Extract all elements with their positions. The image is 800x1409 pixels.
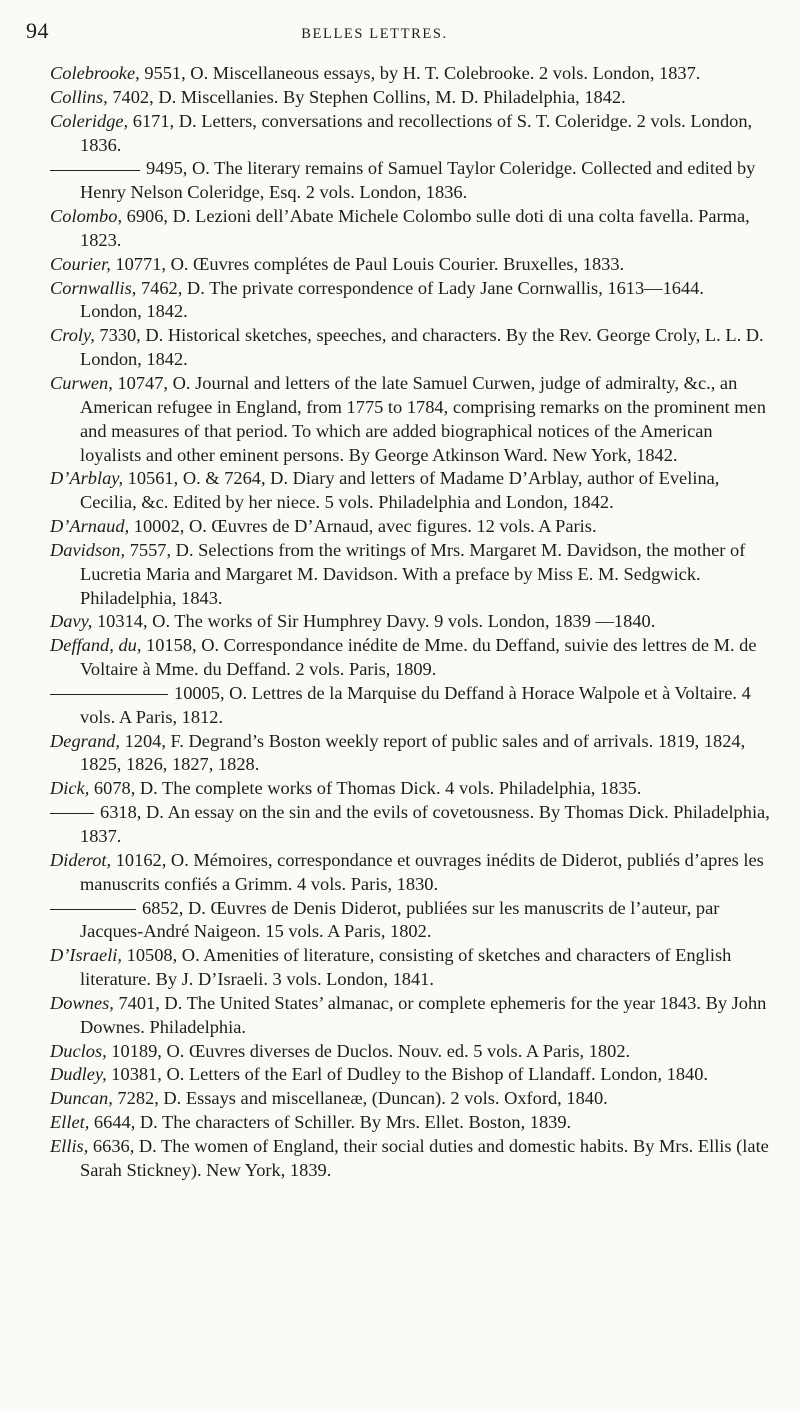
catalog-entry [50,1040,770,1064]
entry-description: 10508, O. Amenities of literature, consisting of sketches and characters of English literature. By J. D’Israeli. 3 vols. London, 1841. [80,945,732,990]
catalog-entry [50,62,770,86]
catalog-entry [50,777,770,801]
author-name: Cornwallis, [50,277,137,298]
author-name: Davidson, [50,539,126,560]
catalog-entry [50,682,770,730]
catalog-entry [50,1111,770,1135]
entry-description: 7462, D. The private correspondence of Lady Jane Cornwallis, 1613—1644. London, 1842. [80,277,704,322]
catalog-entry [50,1135,770,1183]
entry-description: 7402, D. Miscellanies. By Stephen Collins, M. D. Philadelphia, 1842. [107,86,626,107]
author-name: Ellet, [50,1112,90,1133]
author-name: Colombo, [50,206,123,227]
author-name: Dudley, [50,1064,107,1085]
entry-description: 6852, D. Œuvres de Denis Diderot, publiées sur les manuscrits de l’auteur, par Jacques-André Naigeon. 15 vols. A Paris, 1802. [80,897,720,942]
catalog-entry [50,467,770,515]
catalog-entry [50,324,770,372]
entry-description: 7330, D. Historical sketches, speeches, and characters. By the Rev. George Croly, L. L. D. London, 1842. [80,325,764,370]
ditto-dash [50,170,140,171]
catalog-entry [50,897,770,945]
entry-description: 6644, D. The characters of Schiller. By Mrs. Ellet. Boston, 1839. [89,1112,572,1133]
entry-description: 7401, D. The United States’ almanac, or complete ephemeris for the year 1843. By John Downes. Philadelphia. [80,992,767,1037]
catalog-entry [50,610,770,634]
author-name: Colebrooke, [50,63,140,83]
author-name: Downes, [50,992,114,1013]
catalog-entry [50,539,770,611]
catalog-entry [50,944,770,992]
entry-description: 7557, D. Selections from the writings of Mrs. Margaret M. Davidson, the mother of Lucretia Maria and Margaret M. Davidson. With a preface by Miss E. M. Sedgwick. Philadelphia, 1843. [80,539,746,608]
entry-description: 6078, D. The complete works of Thomas Dick. 4 vols. Philadelphia, 1835. [89,778,642,799]
author-name: Coleridge, [50,110,129,131]
ditto-dash [50,813,94,814]
catalog-entries [26,62,770,1183]
author-name: Dick, [50,778,90,799]
author-name: Deffand, du, [50,635,142,656]
catalog-entry [50,277,770,325]
catalog-entry [50,253,770,277]
catalog-entry [50,1063,770,1087]
entry-description: 10005, O. Lettres de la Marquise du Deffand à Horace Walpole et à Voltaire. 4 vols. A Paris, 1812. [80,682,751,727]
page-number: 94 [26,18,49,43]
author-name: D’Israeli, [50,945,123,966]
ditto-dash [50,909,136,910]
author-name: D’Arblay, [50,468,124,489]
catalog-entry [50,1087,770,1111]
author-name: Duclos, [50,1040,107,1061]
author-name: Ellis, [50,1135,89,1156]
running-head: BELLES LETTRES. [301,26,448,42]
entry-description: 9495, O. The literary remains of Samuel Taylor Coleridge. Collected and edited by Henry Nelson Coleridge, Esq. 2 vols. London, 1836. [80,158,756,203]
catalog-entry [50,110,770,158]
entry-description: 9551, O. Miscellaneous essays, by H. T. Colebrooke. 2 vols. London, 1837. [139,63,701,83]
entry-description: 6318, D. An essay on the sin and the evils of covetousness. By Thomas Dick. Philadelphia, 1837. [80,802,770,846]
author-name: Courier, [50,253,111,274]
catalog-entry [50,849,770,897]
catalog-entry [50,634,770,682]
author-name: Collins, [50,86,108,107]
catalog-entry [50,730,770,778]
catalog-entry [50,992,770,1040]
entry-description: 10561, O. & 7264, D. Diary and letters of Madame D’Arblay, author of Evelina, Cecilia, &c. Edited by her niece. 5 vols. Philadelphia and London, 1842. [80,468,720,513]
catalog-entry [50,157,770,205]
entry-description: 10162, O. Mémoires, correspondance et ouvrages inédits de Diderot, publiés d’apres les manuscrits confiés a Grimm. 4 vols. Paris, 1830. [80,849,764,894]
entry-description: 10314, O. The works of Sir Humphrey Davy. 9 vols. London, 1839 —1840. [92,611,656,632]
entry-description: 7282, D. Essays and miscellaneæ, (Duncan). 2 vols. Oxford, 1840. [112,1088,608,1109]
author-name: D’Arnaud, [50,516,130,537]
entry-description: 6636, D. The women of England, their social duties and domestic habits. By Mrs. Ellis (late Sarah Stickney). New York, 1839. [80,1135,769,1180]
entry-description: 10002, O. Œuvres de D’Arnaud, avec figures. 12 vols. A Paris. [129,516,597,537]
entry-description: 10189, O. Œuvres diverses de Duclos. Nouv. ed. 5 vols. A Paris, 1802. [106,1040,631,1061]
author-name: Croly, [50,325,95,346]
entry-description: 6906, D. Lezioni dell’Abate Michele Colombo sulle doti di una colta favella. Parma, 1823. [80,206,750,250]
entry-description: 10381, O. Letters of the Earl of Dudley to the Bishop of Llandaff. London, 1840. [106,1064,709,1085]
catalog-entry [50,372,770,467]
entry-description: 10771, O. Œuvres complétes de Paul Louis Courier. Bruxelles, 1833. [110,253,625,274]
author-name: Diderot, [50,849,112,870]
entry-description: 1204, F. Degrand’s Boston weekly report of public sales and of arrivals. 1819, 1824, 1825, 1826, 1827, 1828. [80,730,746,775]
entry-description: 10158, O. Correspondance inédite de Mme. du Deffand, suivie des lettres de M. de Voltaire à Mme. du Deffand. 2 vols. Paris, 1809. [80,635,757,680]
author-name: Davy, [50,611,93,632]
entry-description: 6171, D. Letters, conversations and recollections of S. T. Coleridge. 2 vols. London, 1836. [80,110,753,155]
catalog-entry [50,205,770,253]
catalog-entry [50,86,770,110]
page-header [26,18,770,52]
catalog-entry [50,801,770,849]
ditto-dash [50,694,168,695]
author-name: Curwen, [50,372,113,393]
entry-description: 10747, O. Journal and letters of the late Samuel Curwen, judge of admiralty, &c., an American refugee in England, from 1775 to 1784, comprising remarks on the prominent men and measures of that period. To which are added biographical notices of the American loyalists and other eminent persons. By George Atkinson Ward. New York, 1842. [80,372,766,465]
author-name: Duncan, [50,1088,113,1109]
author-name: Degrand, [50,730,120,751]
catalog-entry [50,515,770,539]
